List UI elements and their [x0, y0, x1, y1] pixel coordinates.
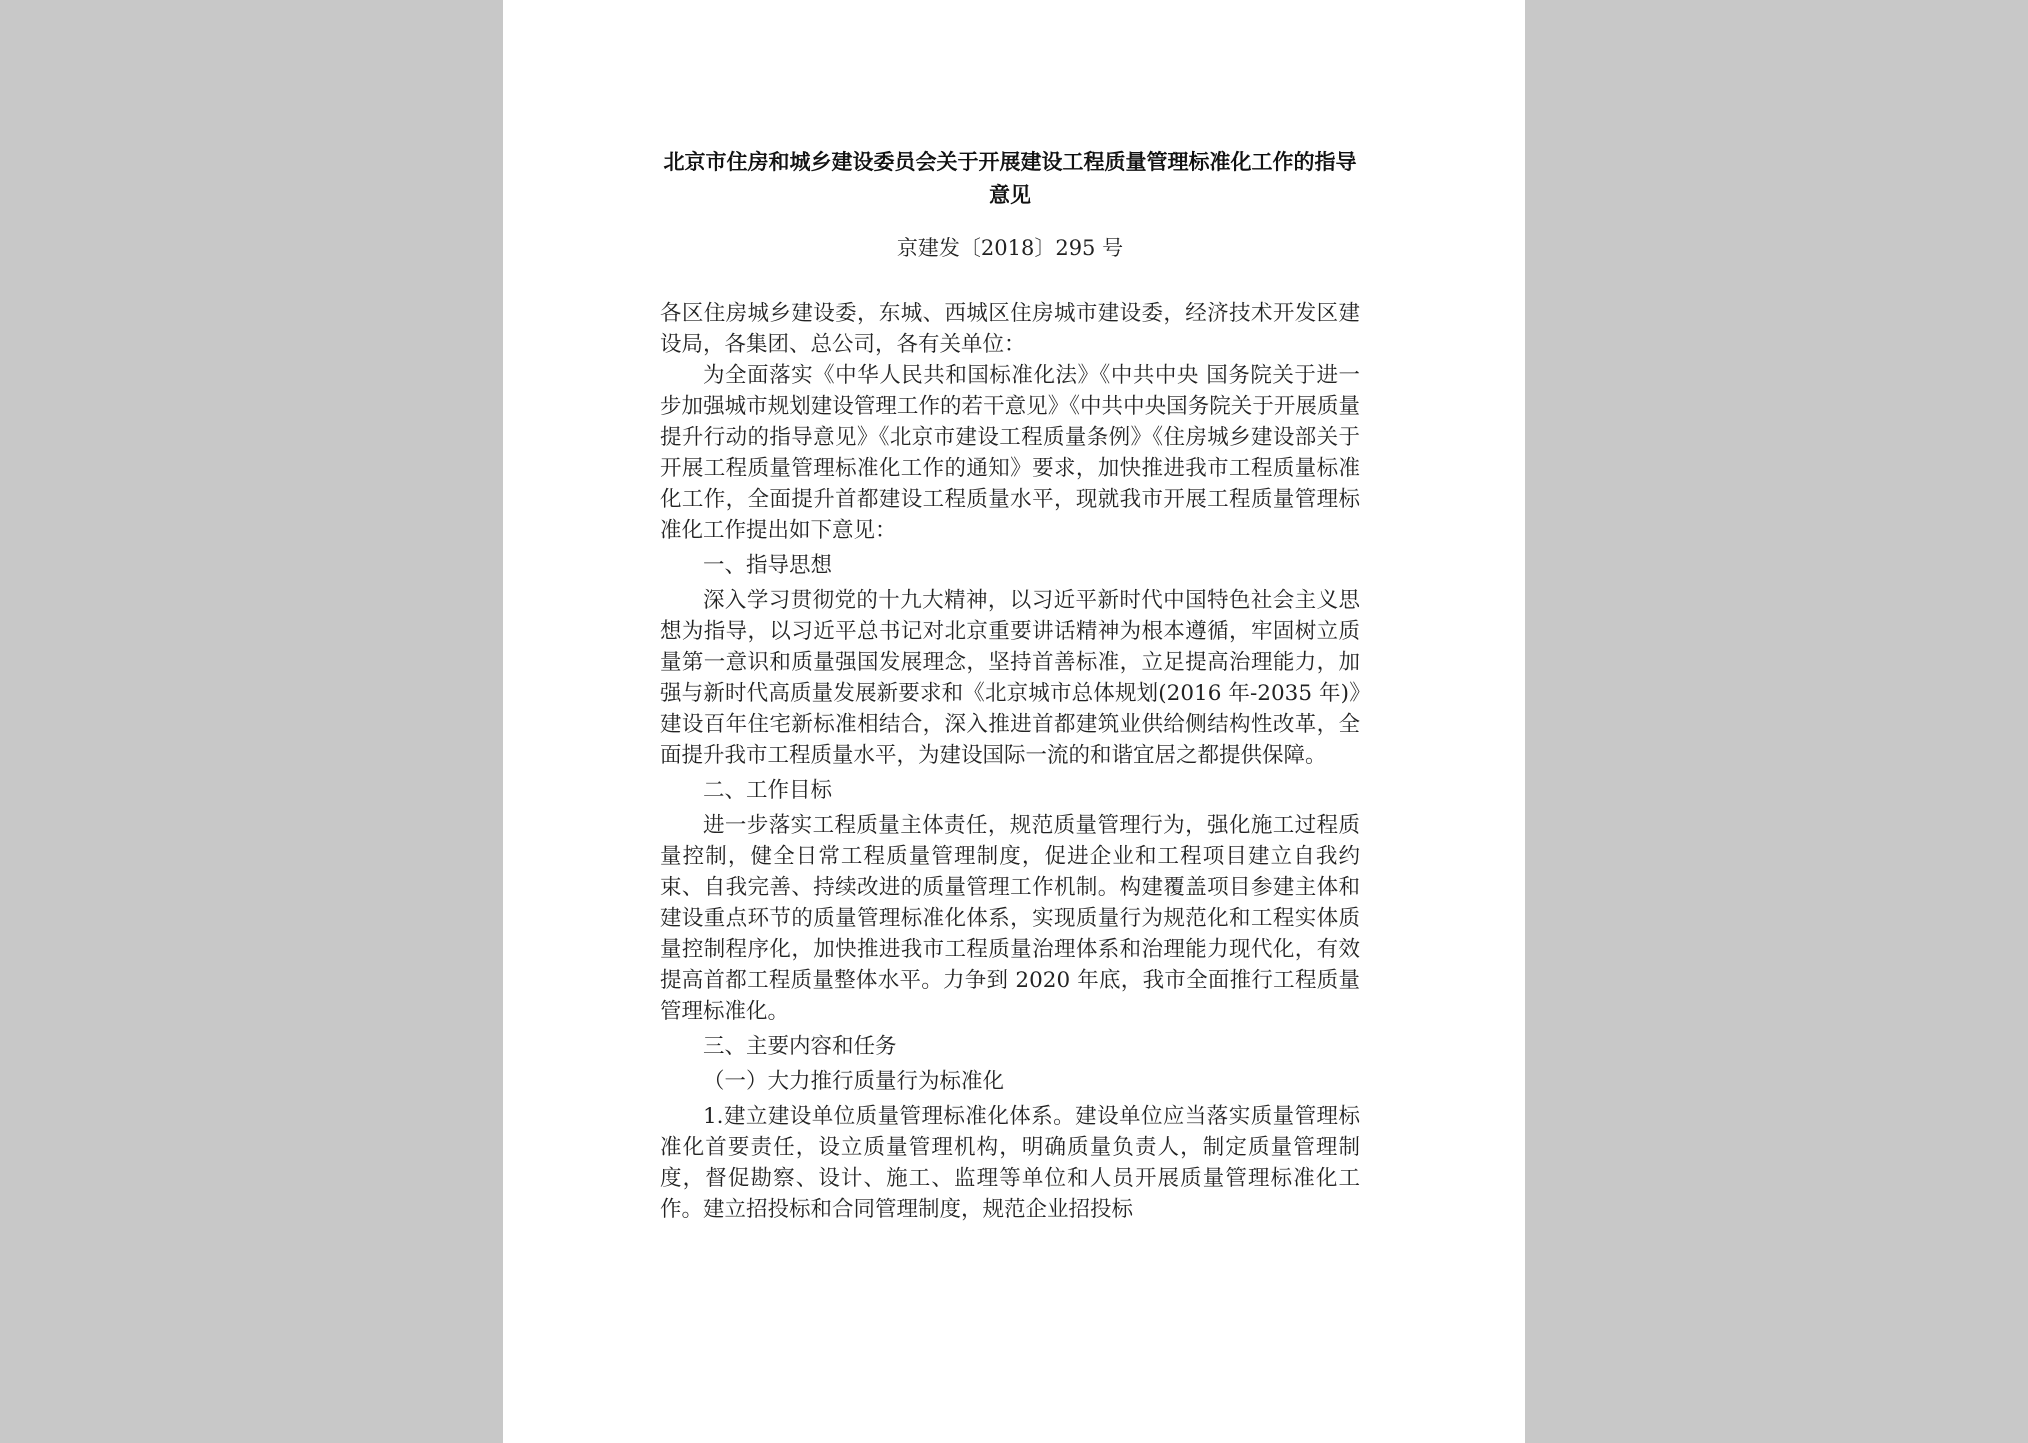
document-page [503, 0, 1525, 1443]
intro-paragraph: 为全面落实《中华人民共和国标准化法》《中共中央 国务院关于进一步加强城市规划建设管理工作的若干意见》《中共中央国务院关于开展质量提升行动的指导意见》《北京市建设工程质量条例》《住房城乡建设部关于开展工程质量管理标准化工作的通知》要求，加快推进我市工程质量标准化工作，全面提升首都建设工程质量水平，现就我市开展工程质量管理标准化工作提出如下意见： [660, 363, 1360, 543]
section-heading-guiding-thought: 一、指导思想 [703, 553, 833, 578]
section-body-guiding-thought: 深入学习贯彻党的十九大精神，以习近平新时代中国特色社会主义思想为指导，以习近平总书记对北京重要讲话精神为根本遵循，牢固树立质量第一意识和质量强国发展理念，坚持首善标准，立足提高治理能力，加强与新时代高质量发展新要求和《北京城市总体规划(2016 年-2035 年)》建设百年住宅新标准相结合，深入推进首都建筑业供给侧结构性改革，全面提升我市工程质量水平，为建设国际一流的和谐宜居之都提供保障。 [660, 588, 1360, 768]
document-content [660, 146, 1360, 1225]
section-heading-work-goals: 二、工作目标 [703, 778, 833, 803]
section-body-work-goals: 进一步落实工程质量主体责任，规范质量管理行为，强化施工过程质量控制，健全日常工程质量管理制度，促进企业和工程项目建立自我约束、自我完善、持续改进的质量管理工作机制。构建覆盖项目参建主体和建设重点环节的质量管理标准化体系，实现质量行为规范化和工程实体质量控制程序化，加快推进我市工程质量治理体系和治理能力现代化，有效提高首都工程质量整体水平。力争到 2020 年底，我市全面推行工程质量管理标准化。 [660, 813, 1360, 1024]
section-heading-main-content: 三、主要内容和任务 [703, 1034, 897, 1059]
document-title: 北京市住房和城乡建设委员会关于开展建设工程质量管理标准化工作的指导意见 [663, 150, 1357, 207]
item-paragraph-1: 1.建立建设单位质量管理标准化体系。建设单位应当落实质量管理标准化首要责任，设立质量管理机构，明确质量负责人，制定质量管理制度，督促勘察、设计、施工、监理等单位和人员开展质量管理标准化工作。建立招投标和合同管理制度，规范企业招投标 [660, 1104, 1360, 1222]
subsection-heading-quality-behavior: （一）大力推行质量行为标准化 [703, 1069, 1005, 1094]
addressee-paragraph: 各区住房城乡建设委，东城、西城区住房城市建设委，经济技术开发区建设局，各集团、总公司，各有关单位： [660, 301, 1360, 357]
document-number: 京建发〔2018〕295 号 [896, 236, 1124, 260]
